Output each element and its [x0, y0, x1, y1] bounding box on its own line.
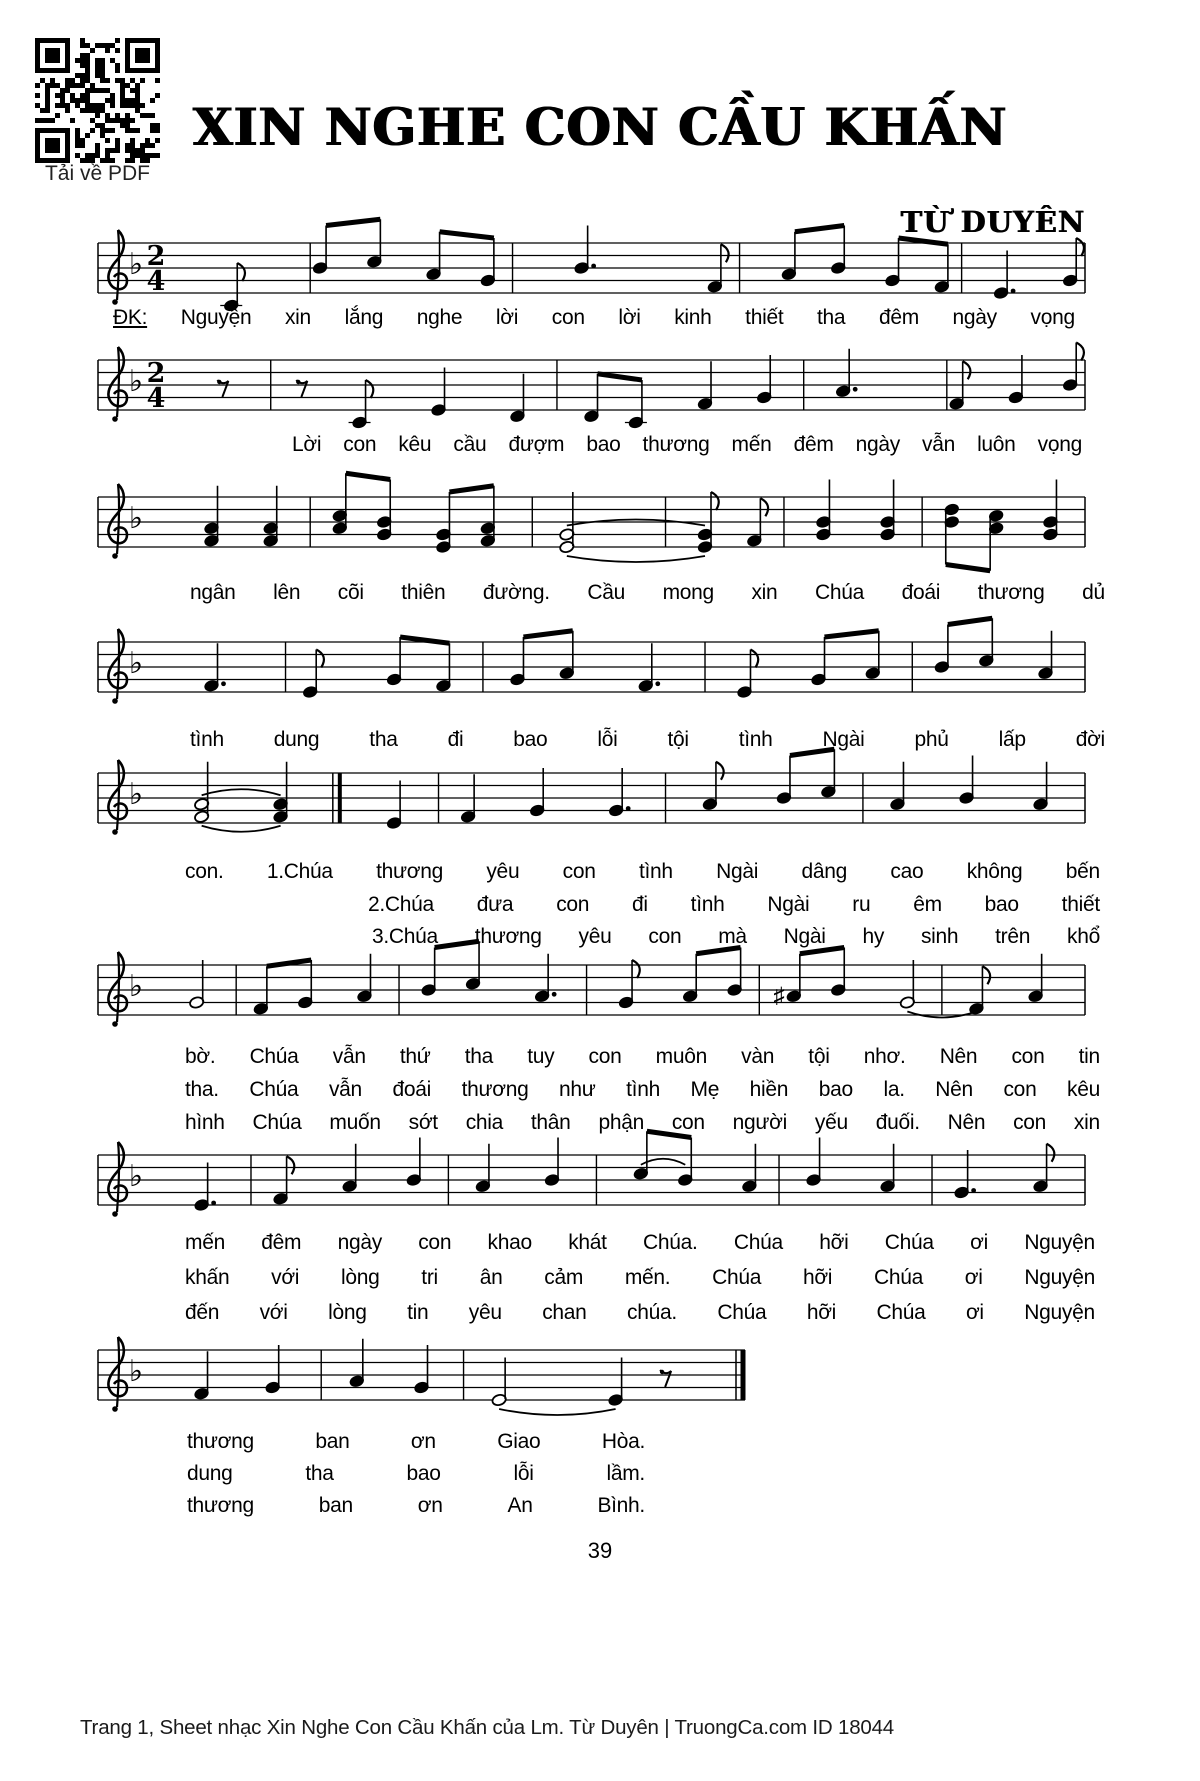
lyric-word: thương: [474, 925, 542, 948]
lyric-word: Nên: [935, 1078, 973, 1101]
lyric-word: thương: [187, 1430, 254, 1453]
flat-sign-icon: ♭: [128, 646, 144, 681]
lyric-word: xin: [284, 306, 311, 329]
staff-system: [98, 1131, 1085, 1217]
lyric-word: Chúa: [814, 581, 864, 604]
lyric-line: [187, 1430, 645, 1453]
lyric-word: cảm: [544, 1266, 584, 1289]
lyric-word: lấp: [998, 728, 1026, 751]
lyric-word: tri: [421, 1266, 438, 1289]
lyric-line: [185, 1266, 1095, 1289]
lyric-word: sinh: [920, 925, 959, 948]
lyric-word: bao: [513, 728, 548, 751]
lyric-word: đến: [185, 1301, 220, 1324]
lyric-word: kêu: [1067, 1078, 1100, 1101]
lyric-word: cao: [890, 860, 924, 883]
lyric-word: 1.Chúa: [266, 860, 333, 883]
lyric-word: như: [559, 1078, 596, 1101]
lyric-word: 2.Chúa: [368, 893, 434, 916]
lyric-word: dâng: [801, 860, 848, 883]
lyric-word: ban: [315, 1430, 350, 1453]
lyric-word: thương: [187, 1494, 254, 1517]
staff-system: [98, 219, 1085, 312]
lyric-word: lời: [495, 306, 519, 329]
composer-name: TỪ DUYÊN: [900, 205, 1085, 239]
page-number: 39: [587, 1538, 613, 1563]
lyric-word: tha: [817, 306, 846, 329]
lyric-word: tình: [738, 728, 773, 751]
lyric-word: hy: [862, 925, 885, 948]
lyric-word: lòng: [328, 1301, 367, 1324]
lyric-word: trên: [995, 925, 1031, 948]
lyric-word: Chúa: [249, 1078, 299, 1101]
lyric-word: Ngài: [783, 925, 826, 948]
lyric-word: ru: [852, 893, 871, 916]
lyric-line: [185, 1045, 1100, 1068]
lyric-word: khổ: [1067, 925, 1100, 948]
lyric-word: tuy: [527, 1045, 555, 1068]
lyric-word: ơn: [417, 1494, 443, 1517]
lyric-word: bao: [406, 1462, 441, 1485]
lyric-word: Chúa: [876, 1301, 926, 1324]
lyric-word: đường.: [482, 581, 550, 604]
lyric-word: Chúa: [717, 1301, 767, 1324]
staff-system: [98, 473, 1085, 571]
lyric-word: chan: [542, 1301, 587, 1324]
lyric-word: đuối.: [875, 1111, 920, 1134]
flat-sign-icon: ♭: [128, 364, 144, 399]
lyric-word: Chúa: [712, 1266, 762, 1289]
lyric-line: [187, 1462, 645, 1485]
lyric-word: khát: [568, 1231, 607, 1254]
lyric-word: vẫn: [328, 1078, 362, 1101]
lyric-word: thiên: [401, 581, 446, 604]
lyric-word: mến: [731, 433, 772, 456]
flat-sign-icon: ♭: [128, 247, 144, 282]
lyric-word: dung: [273, 728, 320, 751]
lyric-word: Chúa: [252, 1111, 302, 1134]
lyric-word: Hòa.: [601, 1430, 645, 1453]
lyric-word: thương: [461, 1078, 529, 1101]
lyric-line: [292, 433, 1082, 456]
lyric-word: yêu: [578, 925, 612, 948]
lyric-word: vọng: [1037, 433, 1082, 456]
lyric-word: con: [1011, 1045, 1045, 1068]
lyric-word: Chúa: [873, 1266, 923, 1289]
staff-system: [98, 749, 1085, 835]
lyric-word: sớt: [408, 1111, 438, 1134]
lyric-line: [372, 925, 1100, 948]
lyric-word: cầu: [453, 433, 487, 456]
lyric-word: con: [1013, 1111, 1047, 1134]
lyric-word: vẫn: [332, 1045, 366, 1068]
lyric-word: hỡi: [819, 1231, 849, 1254]
lyric-word: Mẹ: [690, 1078, 720, 1101]
lyric-word: nghe: [416, 306, 463, 329]
lyric-word: ngày: [855, 433, 900, 456]
lyric-word: con: [418, 1231, 452, 1254]
lyric-word: đêm: [261, 1231, 302, 1254]
lyric-word: con: [588, 1045, 622, 1068]
lyric-word: con: [1003, 1078, 1037, 1101]
lyric-word: tha: [464, 1045, 494, 1068]
lyric-word: cõi: [337, 581, 364, 604]
lyric-word: phủ: [914, 728, 949, 751]
lyric-word: Bình.: [597, 1494, 645, 1517]
lyric-word: tha.: [185, 1078, 219, 1101]
time-signature-numerator: 2: [146, 358, 166, 389]
lyric-word: thương: [977, 581, 1045, 604]
flat-sign-icon: ♭: [128, 1354, 144, 1389]
lyric-line: [113, 306, 1075, 329]
lyric-word: tội: [667, 728, 689, 751]
lyric-word: Chúa: [249, 1045, 299, 1068]
lyric-word: tin: [1078, 1045, 1100, 1068]
lyric-word: thân: [530, 1111, 571, 1134]
lyric-word: tin: [407, 1301, 429, 1324]
lyric-word: bao: [984, 893, 1019, 916]
lyric-word: mà: [718, 925, 747, 948]
staff-system: [98, 618, 1085, 704]
lyric-word: không: [966, 860, 1023, 883]
lyric-word: yếu: [814, 1111, 848, 1134]
lyric-word: Giao: [497, 1430, 541, 1453]
lyric-word: vọng: [1030, 306, 1075, 329]
lyric-word: hỡi: [806, 1301, 837, 1324]
lyric-word: lầm.: [606, 1462, 645, 1485]
lyric-word: tình: [638, 860, 673, 883]
lyric-word: bờ.: [185, 1045, 216, 1068]
lyric-word: Nguyện: [1024, 1231, 1095, 1254]
lyric-line: [185, 1231, 1095, 1254]
lyric-word: vàn: [741, 1045, 775, 1068]
lyric-word: ơn: [410, 1430, 436, 1453]
lyric-word: lời: [618, 306, 641, 329]
lyric-word: tha: [305, 1462, 334, 1485]
lyric-word: muôn: [655, 1045, 707, 1068]
lyric-word: người: [732, 1111, 788, 1134]
lyric-word: ngày: [337, 1231, 382, 1254]
lyric-word: tội: [808, 1045, 830, 1068]
lyric-word: thiết: [1061, 893, 1100, 916]
lyric-word: ban: [318, 1494, 353, 1517]
lyric-word: bao: [586, 433, 621, 456]
lyric-word: ơi: [970, 1231, 988, 1254]
lyric-word: kêu: [398, 433, 432, 456]
lyric-word: ơi: [964, 1266, 983, 1289]
song-title: XIN NGHE CON CẦU KHẤN: [192, 98, 1008, 158]
lyric-word: khao: [487, 1231, 532, 1254]
lyric-word: với: [259, 1301, 288, 1324]
lyric-word: hiền: [749, 1078, 789, 1101]
lyric-word: đời: [1075, 728, 1105, 751]
lyric-line: [185, 1111, 1100, 1134]
lyric-word: tình: [690, 893, 725, 916]
lyric-word: con: [556, 893, 590, 916]
lyric-word: Nguyện: [1024, 1301, 1095, 1324]
lyric-word: yêu: [486, 860, 520, 883]
lyric-word: với: [271, 1266, 300, 1289]
lyric-word: thương: [642, 433, 710, 456]
flat-sign-icon: ♭: [128, 777, 144, 812]
lyric-word: thứ: [399, 1045, 431, 1068]
lyric-word: Ngài: [822, 728, 865, 751]
lyric-word: đêm: [793, 433, 834, 456]
lyric-word: ĐK:: [113, 306, 148, 329]
lyric-word: xin: [1073, 1111, 1100, 1134]
lyric-word: Chúa: [733, 1231, 783, 1254]
lyric-word: lỗi: [597, 728, 618, 751]
time-signature-denominator: 4: [146, 383, 166, 414]
lyric-word: 3.Chúa: [372, 925, 438, 948]
lyric-line: [185, 1301, 1095, 1324]
lyric-word: đi: [632, 893, 648, 916]
lyric-word: Nên: [947, 1111, 986, 1134]
lyric-word: muốn: [329, 1111, 381, 1134]
lyric-word: tình: [190, 728, 224, 751]
lyric-word: khấn: [185, 1266, 230, 1289]
lyric-word: êm: [913, 893, 942, 916]
lyric-word: con: [671, 1111, 705, 1134]
lyric-line: [187, 1494, 645, 1517]
lyric-word: đượm: [508, 433, 565, 456]
lyric-word: Nên: [939, 1045, 978, 1068]
lyric-line: [185, 1078, 1100, 1101]
lyric-word: Chúa: [884, 1231, 934, 1254]
staff-system: [98, 1337, 745, 1415]
lyric-word: ân: [479, 1266, 503, 1289]
lyric-word: con: [343, 433, 377, 456]
lyric-word: hình: [185, 1111, 225, 1134]
lyric-word: lòng: [340, 1266, 380, 1289]
lyric-word: dủ: [1082, 581, 1105, 604]
lyric-word: ơi: [965, 1301, 984, 1324]
lyric-word: thiết: [745, 306, 784, 329]
sharp-sign-icon: ♯: [773, 982, 785, 1008]
lyric-word: đoái: [901, 581, 941, 604]
flat-sign-icon: ♭: [128, 501, 144, 536]
lyric-word: con.: [185, 860, 224, 883]
lyric-word: ngân: [190, 581, 236, 604]
staff-system: [98, 941, 1085, 1027]
lyric-word: thương: [376, 860, 444, 883]
lyric-word: tha: [369, 728, 398, 751]
lyric-word: lên: [273, 581, 301, 604]
lyric-word: mong: [662, 581, 714, 604]
lyric-word: hỡi: [802, 1266, 833, 1289]
lyric-word: đêm: [878, 306, 919, 329]
lyric-line: [368, 893, 1100, 916]
lyric-word: bao: [818, 1078, 853, 1101]
lyric-word: Lời: [292, 433, 322, 456]
lyric-word: lắng: [344, 306, 384, 329]
lyric-word: Chúa.: [643, 1231, 698, 1254]
lyric-word: Nguyện: [1024, 1266, 1095, 1289]
flat-sign-icon: ♭: [128, 1159, 144, 1194]
lyric-word: lỗi: [513, 1462, 534, 1485]
lyric-word: An: [507, 1494, 533, 1517]
lyric-word: Cầu: [587, 581, 625, 604]
lyric-word: con: [562, 860, 596, 883]
lyric-line: [190, 581, 1105, 604]
lyric-word: con: [551, 306, 585, 329]
lyric-word: phận: [598, 1111, 644, 1134]
lyric-word: Nguyện: [180, 306, 252, 329]
footer-credit: Trang 1, Sheet nhạc Xin Nghe Con Cầu Khấn của Lm. Từ Duyên | TruongCa.com ID 18044: [80, 1716, 895, 1739]
lyric-word: mến.: [624, 1266, 671, 1289]
lyric-word: luôn: [977, 433, 1016, 456]
time-signature-numerator: 2: [146, 241, 166, 272]
lyric-word: dung: [187, 1462, 233, 1485]
lyric-word: la.: [883, 1078, 905, 1101]
lyric-word: Ngài: [767, 893, 810, 916]
lyric-word: con: [648, 925, 682, 948]
lyric-word: đoái: [392, 1078, 432, 1101]
lyric-line: [185, 860, 1100, 883]
lyric-word: mến: [185, 1231, 225, 1254]
time-signature-denominator: 4: [146, 266, 166, 297]
lyric-word: yêu: [468, 1301, 502, 1324]
lyric-word: nhơ.: [863, 1045, 906, 1068]
lyric-word: tình: [626, 1078, 660, 1101]
lyric-word: chia: [465, 1111, 504, 1134]
lyric-word: xin: [751, 581, 778, 604]
lyric-word: đưa: [476, 893, 514, 916]
lyric-word: kinh: [674, 306, 712, 329]
lyric-word: vẫn: [922, 433, 955, 456]
lyric-line: [190, 728, 1105, 751]
lyric-word: chúa.: [627, 1301, 677, 1324]
staff-system: [98, 343, 1085, 430]
lyric-word: bến: [1065, 860, 1100, 883]
qr-download-link[interactable]: Tải về PDF: [44, 162, 151, 185]
flat-sign-icon: ♭: [128, 969, 144, 1004]
lyric-word: ngày: [952, 306, 997, 329]
lyric-word: đi: [447, 728, 464, 751]
lyric-word: Ngài: [716, 860, 759, 883]
